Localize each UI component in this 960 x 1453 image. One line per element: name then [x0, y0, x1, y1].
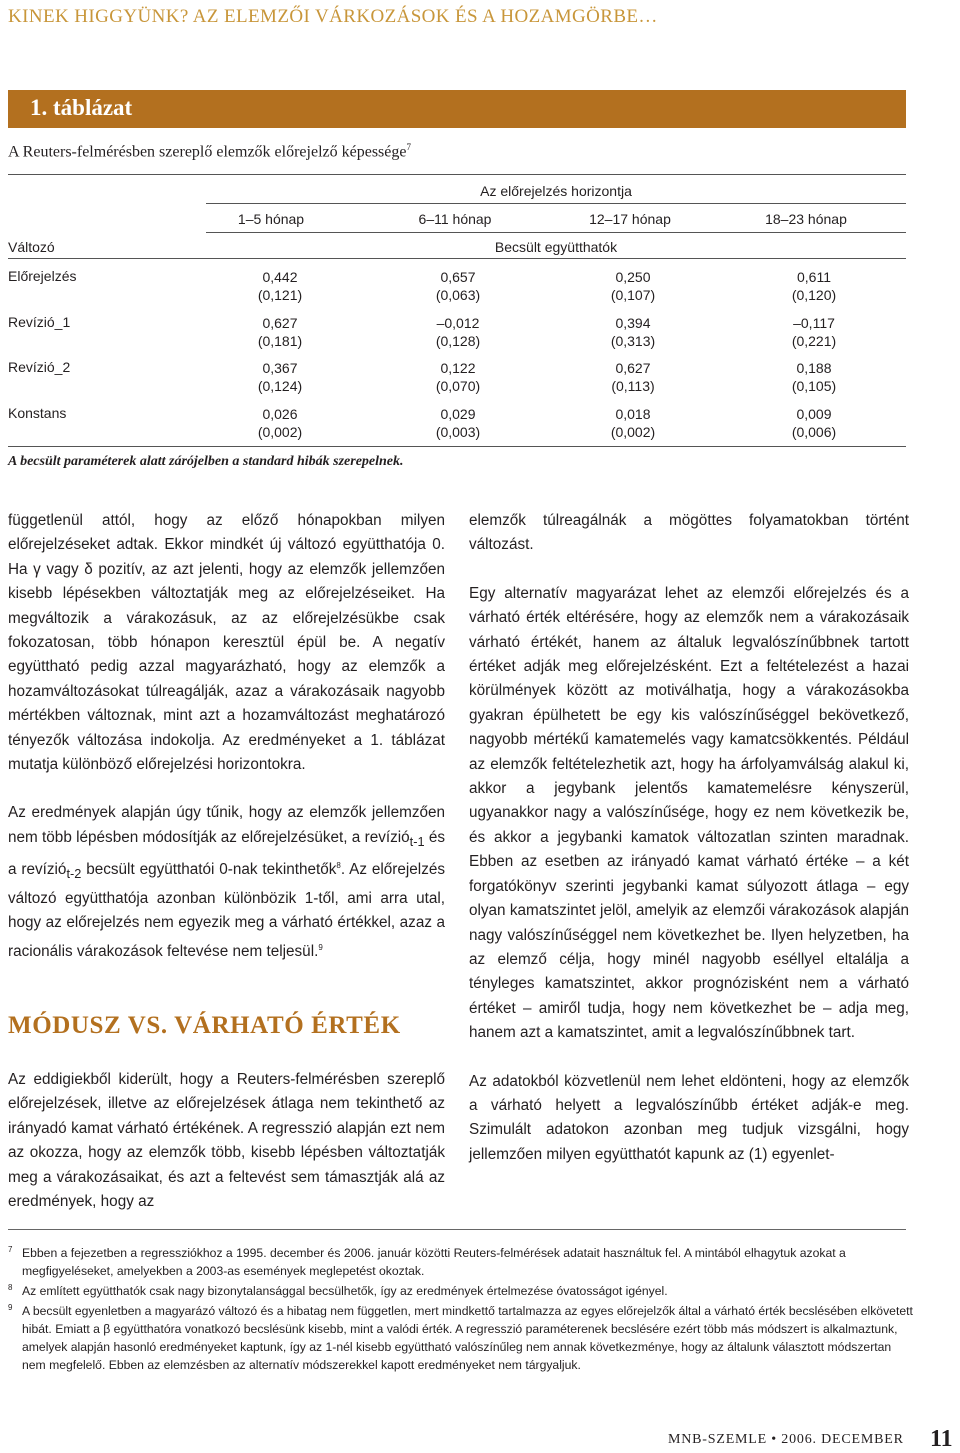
- footnote-9: 9 A becsült egyenletben a magyarázó változó és a hibatag nem független, mert mindkettő tartalmazza az egyes előrejelzők által a várható érték becslésében elkövetett hibát. Emiatt a β együtthatóra vonatkozó becslésünk kisebb, mint a valódi érték. A regresszió paraméterenek becslésére ezért több más módszert is alkalmaztunk, amelyek alapján hasonló eredményeket kaptunk, így az 1-nél kisebb együttható valószínűleg nem annak következménye, hogy az általunk választott módszertan nem megfelelő. Ebben az elemzésben az alternatív módszerekkel kapott eredményeket nem tárgyaljuk.: [8, 1303, 913, 1372]
- right-paragraph-1: elemzők túlreagálnák a mögöttes folyamatokban történt változást.: [469, 512, 909, 554]
- horizon-2: 6–11 hónap: [418, 211, 492, 227]
- horizon-4: 18–23 hónap: [765, 211, 847, 227]
- right-paragraph-3: Az adatokból közvetlenül nem lehet eldönteni, hogy az elemzők a várható helyett a legvalószínűbb értéket adják-e meg. Szimulált adatokon azonban meg tudjuk vizsgálni, hogy jellemzően milyen együtthatót kapunk az (1) egyenlet-: [469, 1072, 909, 1163]
- footnote-8: 8 Az említett együtthatók csak nagy bizonytalansággal becsülhetők, így az eredmények értelmezése óvatosságot igényel.: [8, 1283, 668, 1298]
- variable-header: Változó: [8, 239, 55, 255]
- cell: 0,627 (0,113): [611, 360, 655, 394]
- table-note: A becsült paraméterek alatt zárójelben a standard hibák szerepelnek.: [8, 454, 404, 469]
- cell: 0,367 (0,124): [257, 360, 303, 394]
- table-top-rule: [8, 174, 906, 175]
- row-label-konstans: Konstans: [8, 405, 67, 421]
- cell: –0,117 (0,221): [791, 315, 837, 349]
- horizon-3: 12–17 hónap: [589, 211, 671, 227]
- footnote-rule: [8, 1229, 906, 1230]
- section-title: MÓDUSZ VS. VÁRHATÓ ÉRTÉK: [8, 1012, 401, 1039]
- cell: 0,026 (0,002): [257, 406, 303, 440]
- horizon-header: Az előrejelzés horizontja: [480, 183, 632, 199]
- table-title: [8, 142, 411, 161]
- cell: 0,009 (0,006): [791, 406, 837, 440]
- cell: 0,250 (0,107): [610, 269, 656, 303]
- left-paragraph-3: Az eddigiekből kiderült, hogy a Reuters-felmérésben szereplő előrejelzések, illetve az előrejelzések átlaga nem tekinthető az irányadó kamat várható értékének. A regresszió alapján ezt nem az okozza, hogy az elemzők több, kisebb lépésben változtatják meg a várakozásaikat, és azt a feltevést sem támasztják alá az eredmények, hogy az: [8, 1071, 445, 1211]
- cell: –0,012 (0,128): [435, 315, 481, 349]
- footer-journal: MNB-SZEMLE • 2006. DECEMBER: [668, 1432, 904, 1447]
- cell: 0,188 (0,105): [791, 360, 837, 394]
- cell: 0,029 (0,003): [435, 406, 481, 440]
- horizon-labels-rule: [206, 232, 906, 233]
- coef-header: Becsült együtthatók: [494, 239, 618, 255]
- cell: 0,442 (0,121): [257, 269, 303, 303]
- cell: 0,657 (0,063): [435, 269, 481, 303]
- left-column: [8, 509, 445, 964]
- horizon-rule: [206, 203, 906, 204]
- cell: 0,018 (0,002): [610, 406, 656, 440]
- right-column: [469, 509, 909, 1167]
- header-bottom-rule: [8, 258, 906, 259]
- row-label-elorejelzes: Előrejelzés: [8, 268, 77, 284]
- cell: 0,394 (0,313): [610, 315, 656, 349]
- table-banner: [8, 90, 906, 128]
- footnotes: [8, 1244, 914, 1376]
- row-label-revizio-2: Revízió_2: [8, 359, 71, 375]
- page-number: 11: [930, 1426, 953, 1452]
- table-label: 1. táblázat: [30, 95, 133, 120]
- table-title-footnote-mark: 7: [406, 142, 411, 152]
- footnote-7: 7 Ebben a fejezetben a regressziókhoz a 1995. december és 2006. január közötti Reuters-felmérések adatait használtuk fel. A mintából elhagytuk azokat a megfigyeléseket, amelyekben a 2003-as események meglepetést okoztak.: [8, 1245, 846, 1278]
- cell: 0,122 (0,070): [435, 360, 481, 394]
- row-label-revizio-1: Revízió_1: [8, 314, 71, 330]
- cell: 0,627 (0,181): [257, 315, 303, 349]
- cell: 0,611 (0,120): [791, 269, 837, 303]
- table-bottom-rule: [8, 446, 906, 447]
- left-paragraph-1: függetlenül attól, hogy az előző hónapokban milyen előrejelzéseket adtak. Ekkor mindkét új változó együtthatója 0. Ha γ vagy δ pozitív, az azt jelenti, hogy az elemzők jellemzően kisebb lépésekben változtatják meg az előrejelzéseiket. Ha megváltozik a várakozásuk, az az előrejelzésükbe csak fokozatosan, több hónapon keresztül épül be. A negatív együttható pedig azzal magyarázható, hogy az elemzők a hozamváltozásokat túlreagálják, azaz a várakozásaik nagyobb mértékben változnak, mint azt a hozamváltozást meghatározó tényezők változása indokolja. Az eredményeket a 1. táblázat mutatja különböző előrejelzési horizontokra.: [8, 512, 445, 774]
- running-head: KINEK HIGGYÜNK? AZ ELEMZŐI VÁRKOZÁSOK ÉS A HOZAMGÖRBE…: [8, 6, 658, 27]
- right-paragraph-2: Egy alternatív magyarázat lehet az elemzői előrejelzés és a várható érték eltérésére, hogy az elemzők nem a várakozásaik várható értékét, hanem az általuk legvalószínűbbnek tartott értéket adják meg előrejelzésként. Ezt a feltételezést a hazai körülmények között az motiválhatja, hogy a várakozásokba gyakran épülhetett be egy kis valószínűséggel bekövetkező, nagyobb mértékű kamatemelés vagy kamatcsökkentés. Például az elemzők feltételezhetik azt, hogy ha árfolyamválság alakul ki, akkor a jegybank jelentős kamatemelésre kényszerül, ugyanakkor nagy a valószínűsége, hogy ez nem következik be, és akkor a jegybanki kamatok változatlan szinten maradnak. Ebben az esetben az irányadó kamat várható értéke – a két forgatókönyv szerinti jegybanki kamat súlyozott átlaga – egy olyan kamatszintet jelöl, amelyik az elemzői várakozások alapján nagy valószínűséggel nem következhet be. Ilyen helyzetben, ha az elemző célja, hogy minél nagyobb eséllyel eltalálja a tényleges kamatszintet, akkor prognózisként nem a várható értéket – amiről tudja, hogy nem következhet be – adja meg, hanem azt a kamatszintet, amit a legvalószínűbbnek tart.: [469, 584, 909, 1042]
- table-title-text: A Reuters-felmérésben szereplő elemzők előrejelző képessége: [8, 143, 407, 161]
- horizon-1: 1–5 hónap: [237, 211, 305, 227]
- left-paragraph-2: Az eredmények alapján úgy tűnik, hogy az elemzők jellemzően nem több lépésben módosítják az előrejelzésüket, a revízió$_{t-1}$ és a revízió$_{t-2}$ becsült együtthatói 0-nak tekinthetők$^8$. Az előrejelzés változó együtthatója azonban különbözik 1-től, ami arra utal, hogy az előrejelzés nem egyezik meg a várható értékkel, azaz a racionális várakozások feltevése nem teljesül.$^9$: [8, 804, 446, 960]
